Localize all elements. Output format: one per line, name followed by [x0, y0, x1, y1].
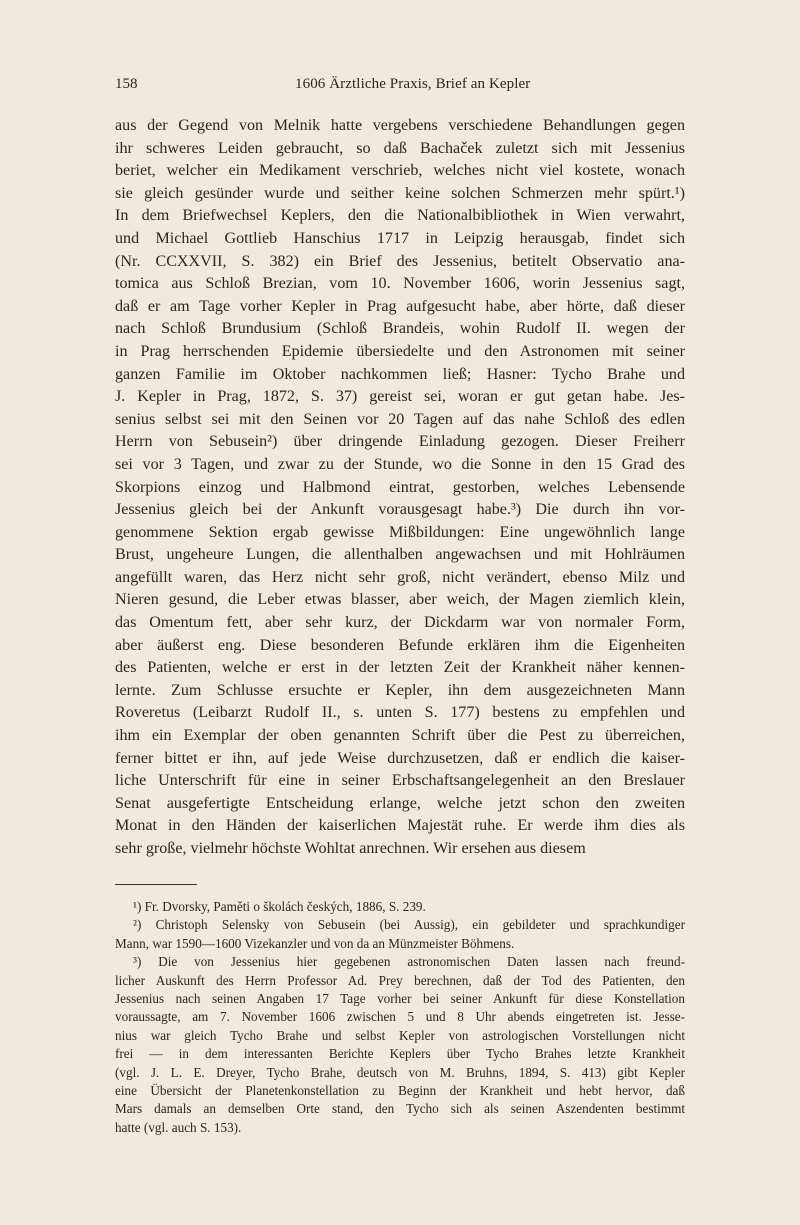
footnote-3-line: voraussagte, am 7. November 1606 zwischen 5 und 8 Uhr abends eingetreten ist. Jesse- — [115, 1009, 685, 1025]
body-line: sei vor 3 Tagen, und zwar zu der Stunde, wo die Sonne in den 15 Grad des — [115, 455, 685, 473]
body-line: aus der Gegend von Melnik hatte vergebens verschiedene Behandlungen gegen — [115, 117, 685, 134]
body-line: Skorpions einzog und Halbmond eintrat, gestorben, welches Lebensende — [115, 478, 685, 496]
body-line: genommene Sektion ergab gewisse Mißbildungen: Eine ungewöhnlich lange — [115, 523, 685, 541]
body-line: tomica aus Schloß Brezian, vom 10. November 1606, worin Jessenius sagt, — [115, 275, 685, 293]
body-line: nach Schloß Brundusium (Schloß Brandeis, wohin Rudolf II. wegen der — [115, 320, 685, 338]
body-line: Brust, ungeheure Lungen, die allenthalben angewachsen und mit Hohlräumen — [115, 546, 685, 564]
footnote-3-line: eine Übersicht der Planetenkonstellation zu Beginn der Krankheit und hebt hervor, daß — [115, 1083, 685, 1099]
footnote-3-line: frei — in dem interessanten Berichte Keplers über Tycho Brahes letzte Krankheit — [115, 1046, 685, 1062]
page-header — [115, 76, 685, 98]
body-line: (Nr. CCXXVII, S. 382) ein Brief des Jessenius, betitelt Observatio ana- — [115, 252, 685, 270]
body-line: des Patienten, welche er erst in der letzten Zeit der Krankheit näher kennen- — [115, 659, 685, 677]
footnote-3-line: hatte (vgl. auch S. 153). — [115, 1119, 242, 1135]
body-line: senius selbst sei mit den Seinen vor 20 Tagen auf das nahe Schloß des edlen — [115, 410, 685, 428]
footnote-3-line: licher Auskunft des Herrn Professor Ad. Prey berechnen, daß der Tod des Patienten, den — [115, 972, 685, 988]
body-line: daß er am Tage vorher Kepler in Prag aufgesucht habe, aber hörte, daß dieser — [115, 297, 685, 315]
body-line: ihr schweres Leiden gebraucht, so daß Bachaček zuletzt sich mit Jessenius — [115, 139, 685, 157]
body-line: lernte. Zum Schlusse ersuchte er Kepler, ihn dem ausgezeichneten Mann — [115, 681, 685, 699]
footnotes — [115, 898, 685, 1137]
body-line: Monat in den Händen der kaiserlichen Majestät ruhe. Er werde ihm dies als — [115, 817, 685, 835]
body-line: angefüllt waren, das Herz nicht sehr groß, nicht verändert, ebenso Milz und — [115, 568, 685, 586]
body-line: beriet, welcher ein Medikament verschrieb, welches nicht viel kostete, wonach — [115, 162, 685, 180]
body-line: und Michael Gottlieb Hanschius 1717 in Leipzig herausgab, findet sich — [115, 229, 685, 247]
footnote-3-line: Mars damals an demselben Orte stand, den Tycho sich als seinen Aszendenten bestimmt — [115, 1101, 685, 1117]
footnote-2-line: Mann, war 1590—1600 Vizekanzler und von da an Münzmeister Böhmens. — [115, 935, 515, 951]
body-line: In dem Briefwechsel Keplers, den die Nationalbibliothek in Wien verwahrt, — [115, 207, 685, 225]
body-line: aber äußerst eng. Diese besonderen Befunde erklären ihm die Eigenheiten — [115, 636, 685, 654]
body-line: das Omentum fett, aber sehr kurz, der Dickdarm war von normaler Form, — [115, 614, 685, 632]
footnote-2-line: ²) Christoph Selensky von Sebusein (bei Aussig), ein gebildeter und sprachkundiger — [133, 917, 685, 933]
footnote-divider — [115, 884, 197, 885]
body-line: ferner bittet er ihn, auf jede Weise durchzusetzen, daß er endlich die kaiser- — [115, 749, 685, 767]
body-line: in Prag herrschenden Epidemie übersiedelte und den Astronomen mit seiner — [115, 342, 685, 360]
body-line: Jessenius gleich bei der Ankunft vorausgesagt habe.³) Die durch ihn vor- — [115, 501, 685, 519]
footnote-3-line: nius war gleich Tycho Brahe und selbst Kepler von astrologischen Vorstellungen nicht — [115, 1027, 685, 1043]
body-line: Senat ausgefertigte Entscheidung erlange, welche jetzt schon den zweiten — [115, 794, 685, 812]
footnote-3-line: (vgl. J. L. E. Dreyer, Tycho Brahe, deutsch von M. Bruhns, 1894, S. 413) gibt Kepler — [115, 1064, 685, 1080]
footnote-3-line: ³) Die von Jessenius hier gegebenen astronomischen Daten lassen nach freund- — [133, 954, 685, 970]
body-line: liche Unterschrift für eine in seiner Erbschaftsangelegenheit an den Breslauer — [115, 772, 685, 790]
body-line: ganzen Familie im Oktober nachkommen ließ; Hasner: Tycho Brahe und — [115, 365, 685, 383]
body-line: sie gleich gesünder wurde und seither keine solchen Schmerzen mehr spürt.¹) — [115, 184, 685, 202]
body-line: Nieren gesund, die Leber etwas blasser, aber weich, der Magen ziemlich klein, — [115, 591, 685, 609]
body-line: J. Kepler in Prag, 1872, S. 37) gereist sei, woran er gut getan habe. Jes- — [115, 388, 685, 406]
body-line: Roveretus (Leibarzt Rudolf II., s. unten S. 177) bestens zu empfehlen und — [115, 704, 685, 722]
page-number: 158 — [115, 76, 138, 92]
body-line: Herrn von Sebusein²) über dringende Einladung gezogen. Dieser Freiherr — [115, 433, 685, 451]
body-text — [115, 115, 685, 861]
body-line: sehr große, vielmehr höchste Wohltat anrechnen. Wir ersehen aus diesem — [115, 840, 586, 857]
body-line: ihm ein Exemplar der oben genannten Schrift über die Pest zu überreichen, — [115, 727, 685, 745]
footnote-1: ¹) Fr. Dvorsky, Paměti o školách českých, 1886, S. 239. — [133, 899, 426, 914]
footnote-3-line: Jessenius nach seinen Angaben 17 Tage vorher bei seiner Ankunft für diese Konstellation — [115, 991, 685, 1007]
running-head: 1606 Ärztliche Praxis, Brief an Kepler — [295, 76, 531, 92]
